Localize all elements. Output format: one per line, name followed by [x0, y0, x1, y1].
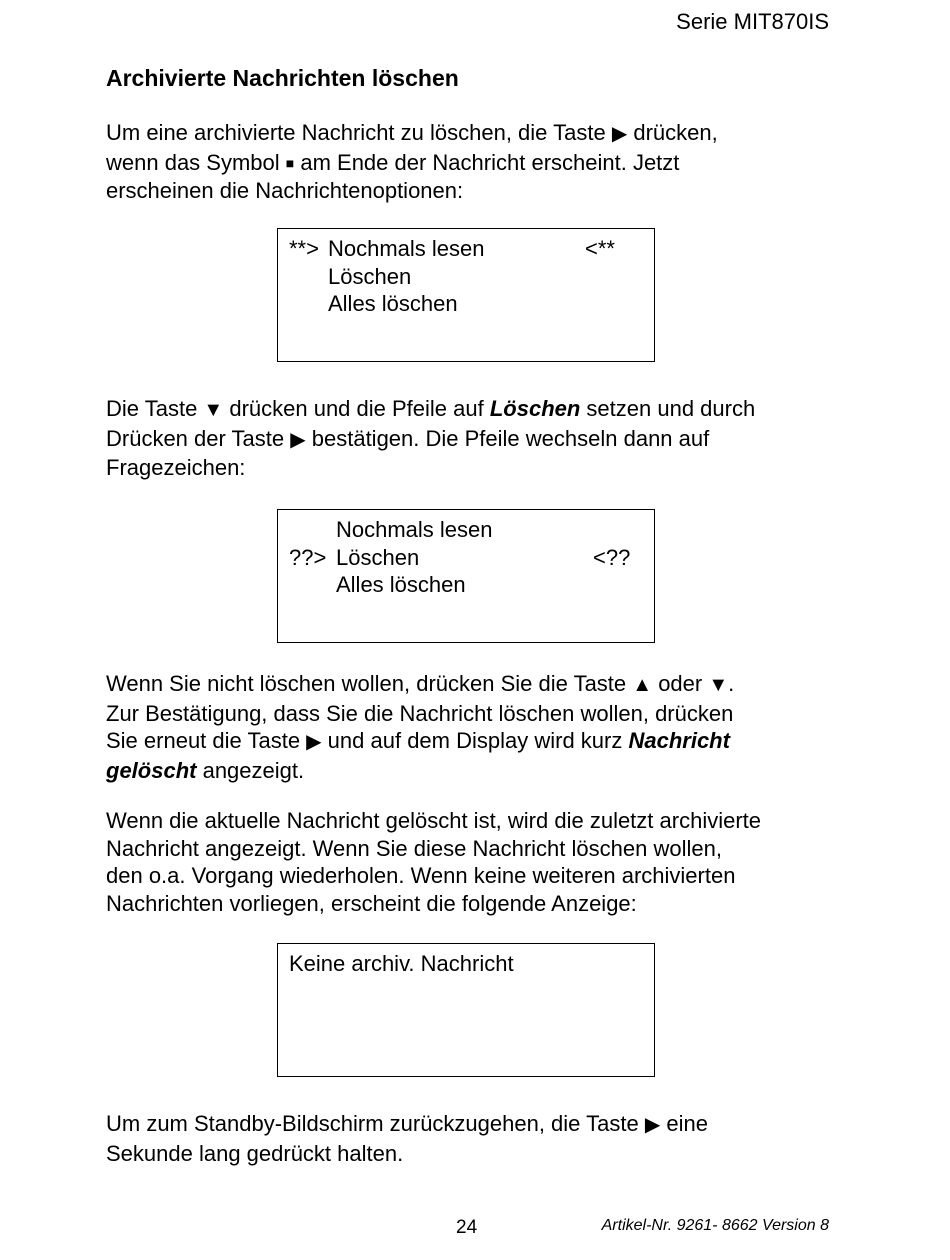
display-empty-box [277, 943, 655, 1077]
text-line: gelöscht angezeigt. [106, 757, 305, 783]
down-arrow-key-icon: ▼ [203, 399, 224, 421]
text-line: Zur Bestätigung, dass Sie die Nachricht löschen wollen, drücken [106, 700, 734, 726]
confirm-paragraph [106, 670, 846, 784]
display-row [278, 516, 654, 544]
display-row [278, 571, 654, 599]
question-prefix: ??> [289, 544, 327, 570]
selection-suffix: <** [585, 236, 615, 261]
display-options-box [277, 228, 655, 362]
option-read-again: Nochmals lesen [336, 517, 493, 542]
display-row-selected [278, 235, 654, 263]
text-line: Wenn Sie nicht löschen wollen, drücken Sie die Taste ▲ oder ▼. [106, 671, 735, 696]
emphasis-nachricht: Nachricht [628, 728, 730, 753]
text-line: Sekunde lang gedrückt halten. [106, 1140, 404, 1166]
right-arrow-key-icon: ▶ [290, 428, 306, 451]
text-line: Fragezeichen: [106, 455, 246, 480]
series-label: Serie MIT870IS [676, 9, 829, 34]
end-marker-icon: ■ [285, 154, 295, 171]
text-line: wenn das Symbol ■ am Ende der Nachricht erscheint. Jetzt [106, 149, 680, 175]
display-confirm-box [277, 509, 655, 643]
section-title: Archivierte Nachrichten löschen [106, 65, 459, 91]
text-line: Wenn die aktuelle Nachricht gelöscht ist, wird die zuletzt archivierte [106, 808, 762, 833]
text-line: Nachrichten vorliegen, erscheint die folgende Anzeige: [106, 890, 637, 916]
right-arrow-key-icon: ▶ [644, 1114, 661, 1136]
text-line: Die Taste ▼ drücken und die Pfeile auf Löschen setzen und durch [106, 396, 756, 421]
text-line: Drücken der Taste ▶ bestätigen. Die Pfeile wechseln dann auf [106, 425, 710, 451]
question-suffix: <?? [593, 544, 631, 570]
up-arrow-key-icon: ▲ [632, 674, 653, 696]
intro-paragraph [106, 119, 846, 205]
display-row [278, 290, 654, 318]
text-line: Um eine archivierte Nachricht zu löschen, die Taste ▶ drücken, [106, 120, 718, 145]
right-arrow-key-icon: ▶ [611, 123, 628, 145]
no-archived-message-text: Keine archiv. Nachricht [289, 951, 514, 976]
text-line: Sie erneut die Taste ▶ und auf dem Display wird kurz Nachricht [106, 728, 730, 753]
display-row [278, 263, 654, 291]
next-message-paragraph [106, 807, 846, 917]
text-line: Nachricht angezeigt. Wenn Sie diese Nachricht löschen wollen, [106, 835, 722, 861]
display-row [278, 950, 654, 978]
text-line: den o.a. Vorgang wiederholen. Wenn keine weiteren archivierten [106, 863, 736, 888]
selection-prefix: **> [289, 236, 319, 261]
emphasis-loeschen: Löschen [489, 396, 581, 421]
option-delete: Löschen [328, 263, 412, 289]
option-delete-all: Alles löschen [328, 291, 458, 316]
text-line: Um zum Standby-Bildschirm zurückzugehen, die Taste ▶ eine [106, 1111, 708, 1136]
option-read-again: Nochmals lesen [328, 236, 485, 261]
display-row-selected [278, 544, 654, 572]
right-arrow-key-icon: ▶ [306, 731, 322, 753]
option-delete-all: Alles löschen [336, 572, 466, 597]
standby-paragraph [106, 1110, 846, 1167]
down-arrow-key-icon: ▼ [708, 674, 729, 696]
option-delete: Löschen [336, 544, 420, 570]
page-number: 24 [456, 1217, 478, 1238]
article-number: Artikel-Nr. 9261- 8662 Version 8 [601, 1217, 829, 1234]
emphasis-geloescht: gelöscht [106, 757, 197, 783]
select-delete-paragraph [106, 395, 846, 482]
text-line: erscheinen die Nachrichtenoptionen: [106, 178, 464, 203]
